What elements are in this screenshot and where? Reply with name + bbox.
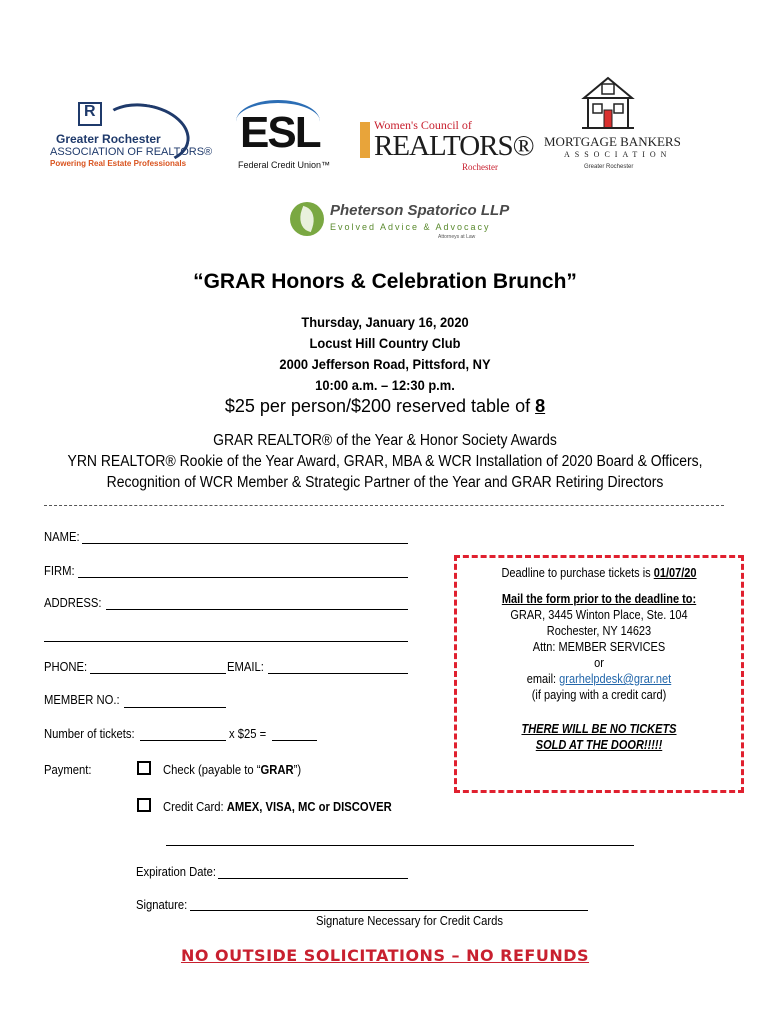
mba-logo <box>540 76 680 176</box>
tickets-total-field[interactable] <box>272 740 317 741</box>
wcr-logo-line3: Rochester <box>462 162 498 172</box>
tickets-label: Number of tickets: <box>44 727 135 741</box>
credit-card-note: (if paying with a credit card) <box>531 688 667 702</box>
expiration-label: Expiration Date: <box>136 865 217 879</box>
phone-field[interactable] <box>90 673 226 674</box>
event-price <box>0 396 770 417</box>
tickets-multiplier: x $25 = <box>229 727 267 741</box>
name-label: NAME: <box>44 530 80 544</box>
grar-logo <box>48 100 213 172</box>
mba-logo-line1: MORTGAGE BANKERS <box>544 134 681 149</box>
email-field[interactable] <box>268 673 408 674</box>
price-text: $25 per person/$200 reserved table of <box>224 396 536 416</box>
expiration-field[interactable] <box>218 878 408 879</box>
help-desk-email-link[interactable]: grarhelpdesk@grar.net <box>559 672 672 686</box>
firm-field[interactable] <box>78 577 408 578</box>
esl-logo-sub: Federal Credit Union™ <box>238 160 331 170</box>
mail-address-line2: Rochester, NY 14623 <box>546 624 652 638</box>
wcr-logo-line2: REALTORS® <box>374 130 534 162</box>
no-solicitations-notice: NO OUTSIDE SOLICITATIONS – NO REFUNDS <box>180 946 590 965</box>
credit-card-checkbox[interactable] <box>137 798 151 812</box>
address-field-line2[interactable] <box>44 641 408 642</box>
phone-label: PHONE: <box>44 660 88 674</box>
email-label: EMAIL: <box>227 660 264 674</box>
signature-note: Signature Necessary for Credit Cards <box>316 914 503 928</box>
mail-heading: Mail the form prior to the deadline to: <box>501 592 697 606</box>
ps-logo-line2: Evolved Advice & Advocacy <box>330 222 491 232</box>
event-address: 2000 Jefferson Road, Pittsford, NY <box>279 356 491 372</box>
signature-label: Signature: <box>136 898 188 912</box>
card-number-field[interactable] <box>166 845 634 846</box>
awards-line-2: YRN REALTOR® Rookie of the Year Award, GRAR, MBA & WCR Installation of 2020 Board & Officers, <box>67 453 703 470</box>
no-tickets-notice-line1: THERE WILL BE NO TICKETS <box>521 722 677 736</box>
member-number-label: MEMBER NO.: <box>44 693 120 707</box>
event-venue: Locust Hill Country Club <box>309 335 461 351</box>
ps-logo-line1: Pheterson Spatorico LLP <box>330 202 510 219</box>
payment-label: Payment: <box>44 763 92 777</box>
check-payment-checkbox[interactable] <box>137 761 151 775</box>
email-line: email: grarhelpdesk@grar.net <box>526 672 672 686</box>
tickets-field[interactable] <box>140 740 226 741</box>
house-icon <box>578 76 638 132</box>
realtor-r-icon: R <box>78 102 102 126</box>
leaf-icon <box>290 202 324 236</box>
name-field[interactable] <box>82 543 408 544</box>
deadline-date: 01/07/20 <box>653 566 697 580</box>
cut-line-divider <box>44 505 724 506</box>
address-label: ADDRESS: <box>44 596 102 610</box>
wcr-logo-line1: Women's Council of <box>374 118 472 132</box>
signature-field[interactable] <box>190 910 588 911</box>
event-title: “GRAR Honors & Celebration Brunch” <box>193 270 577 293</box>
grar-logo-line1: Greater Rochester <box>56 132 161 146</box>
event-time: 10:00 a.m. – 12:30 p.m. <box>315 377 455 393</box>
deadline-box <box>454 555 744 793</box>
grar-logo-line2: ASSOCIATION OF REALTORS® <box>50 146 213 158</box>
mail-attn: Attn: MEMBER SERVICES <box>532 640 666 654</box>
esl-logo <box>228 100 331 175</box>
event-date: Thursday, January 16, 2020 <box>301 314 469 330</box>
mail-address-line1: GRAR, 3445 Winton Place, Ste. 104 <box>510 608 688 622</box>
mba-logo-line3: Greater Rochester <box>584 164 634 170</box>
price-table-number: 8 <box>535 396 546 416</box>
wcr-logo <box>360 118 534 176</box>
address-field-line1[interactable] <box>106 609 408 610</box>
member-number-field[interactable] <box>124 707 226 708</box>
mba-logo-line2: ASSOCIATION <box>564 150 672 159</box>
grar-logo-tagline: Powering Real Estate Professionals <box>50 159 187 168</box>
awards-line-3: Recognition of WCR Member & Strategic Partner of the Year and GRAR Retiring Directors <box>106 474 664 491</box>
check-payment-label: Check (payable to “GRAR”) <box>163 763 302 777</box>
ps-logo-line3: Attorneys at Law <box>438 234 476 240</box>
deadline-text: Deadline to purchase tickets is 01/07/20 <box>501 566 697 580</box>
pheterson-spatorico-logo <box>288 200 510 246</box>
awards-line-1: GRAR REALTOR® of the Year & Honor Society Awards <box>213 432 557 449</box>
esl-logo-text: ESL <box>240 108 320 157</box>
no-tickets-notice-line2: SOLD AT THE DOOR!!!!! <box>535 738 663 752</box>
credit-card-label: Credit Card: AMEX, VISA, MC or DISCOVER <box>163 800 392 814</box>
or-text: or <box>594 656 604 670</box>
firm-label: FIRM: <box>44 564 75 578</box>
